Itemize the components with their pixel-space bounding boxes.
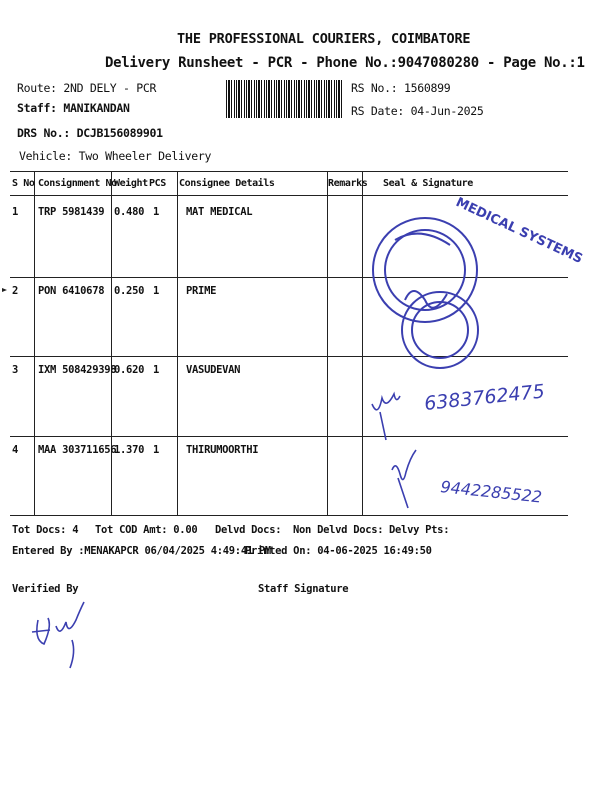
col-header-consignment: Consignment No [38,178,117,189]
drs-number: DRS No.: DCJB156089901 [17,126,163,140]
row-4-pcs: 1 [153,444,160,456]
delivery-points: Delvy Pts: [389,524,450,536]
handwritten-phone-1: 6383762475 [423,380,546,415]
col-header-weight: Weight [114,178,148,189]
row-2-weight: 0.250 [114,285,145,297]
row-3-pcs: 1 [153,364,160,376]
vehicle-label: Vehicle: Two Wheeler Delivery [19,149,212,163]
handwritten-signature-row-3 [372,394,400,440]
rs-number: RS No.: 1560899 [351,81,451,95]
staff-label: Staff: MANIKANDAN [17,101,130,115]
verified-signature [32,602,84,668]
row-4-sno: 4 [12,444,19,456]
route-label: Route: 2ND DELY - PCR [17,81,157,95]
total-docs: Tot Docs: 4 [12,524,79,536]
col-header-sno: S No [12,178,35,189]
stamp-text: MEDICAL SYSTEMS [453,195,585,267]
company-seal-stamp [373,218,478,368]
row-4-consignee: THIRUMOORTHI [186,444,259,456]
row-3-consignment: IXM 508429398 [38,364,117,376]
non-delivered-docs: Non Delvd Docs: [293,524,384,536]
row-1-pcs: 1 [153,206,160,218]
delivered-docs: Delvd Docs: [215,524,282,536]
row-1-consignment: TRP 5981439 [38,206,105,218]
handwritten-signature-row-4 [392,450,416,508]
total-cod-amount: Tot COD Amt: 0.00 [95,524,198,536]
col-header-seal: Seal & Signature [383,178,473,189]
runsheet-subtitle: Delivery Runsheet - PCR - Phone No.:9047080280 - Page No.:1 [105,55,585,71]
printed-on: Printed On: 04-06-2025 16:49:50 [245,545,432,557]
row-2-pcs: 1 [153,285,160,297]
col-header-pcs: PCS [149,178,166,189]
row-2-consignment: PON 6410678 [38,285,105,297]
col-header-remarks: Remarks [328,178,368,189]
row-1-consignee: MAT MEDICAL [186,206,253,218]
row-1-weight: 0.480 [114,206,145,218]
row-4-weight: 1.370 [114,444,145,456]
handwritten-phone-2: 9442285522 [439,477,543,507]
rs-date: RS Date: 04-Jun-2025 [351,104,484,118]
entered-by: Entered By :MENAKAPCR 06/04/2025 4:49:41 PM [12,545,271,557]
row-1-sno: 1 [12,206,19,218]
col-header-consignee: Consignee Details [179,178,275,189]
staff-signature-label: Staff Signature [258,583,349,595]
verified-by-label: Verified By [12,583,79,595]
row-3-weight: 0.620 [114,364,145,376]
row-3-sno: 3 [12,364,19,376]
row-4-consignment: MAA 303711656 [38,444,117,456]
row-2-sno: 2 [12,285,19,297]
row-2-consignee: PRIME [186,285,217,297]
company-title: THE PROFESSIONAL COURIERS, COIMBATORE [177,31,471,47]
row-marker-icon [2,288,7,292]
row-3-consignee: VASUDEVAN [186,364,241,376]
